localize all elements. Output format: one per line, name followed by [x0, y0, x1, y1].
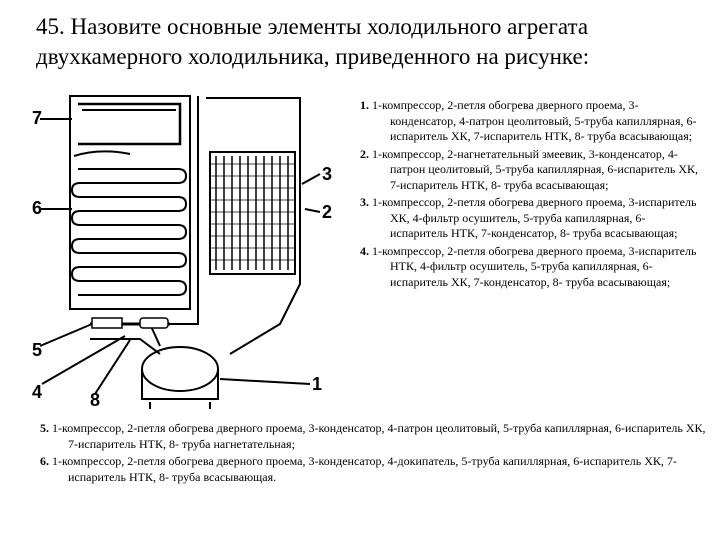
question-title: 45. Назовите основные элементы холодильного агрегата двухкамерного холодильника, приведенного на рисунке: — [36, 14, 590, 69]
answer-options — [360, 98, 700, 292]
diagram-label-4: 4 — [32, 382, 43, 402]
cabinet-outline — [70, 96, 190, 309]
refrigerator-diagram — [30, 84, 350, 414]
diagram-label-2: 2 — [322, 202, 333, 222]
diagram-label-8: 8 — [90, 390, 101, 410]
diagram-label-5: 5 — [32, 340, 43, 360]
answer-option-5[interactable]: 5. 1-компрессор, 2-петля обогрева дверного проема, 3-конденсатор, 4-патрон цеолитовый, 5-труба капиллярная, 6-испаритель ХК, 7-испаритель НТК, 8- труба нагнетательная; — [40, 421, 706, 451]
condenser-frame — [210, 152, 295, 274]
refrigerator-schematic — [30, 84, 350, 414]
answer-option-3[interactable]: 3. 1-компрессор, 2-петля обогрева дверного проема, 3-испаритель ХК, 4-фильтр осушитель, 5-труба капиллярная, 6-испаритель НТК, 7-конденсатор, 8- труба всасывающая; — [360, 195, 697, 240]
diagram-label-7: 7 — [32, 108, 43, 128]
evaporator-coil — [72, 169, 186, 295]
answer-option-6[interactable]: 6. 1-компрессор, 2-петля обогрева дверного проема, 3-конденсатор, 4-докипатель, 5-труба капиллярная, 6-испаритель ХК, 7-испаритель НТК, 8- труба всасывающая. — [40, 454, 677, 484]
diagram-label-1: 1 — [312, 374, 323, 394]
diagram-label-6: 6 — [32, 198, 43, 218]
answer-option-4[interactable]: 4. 1-компрессор, 2-петля обогрева дверного проема, 3-испаритель НТК, 4-фильтр осушитель, 5-труба капиллярная, 6-испаритель ХК, 7-конденсатор, 8- труба всасывающая; — [360, 243, 697, 289]
filter-cartridge — [92, 318, 122, 328]
answer-option-2[interactable]: 2. 1-компрессор, 2-нагнетательный змеевик, 3-конденсатор, 4-патрон цеолитовый, 5-труба капиллярная, 6-испаритель ХК, 7-испаритель НТК, 8- труба всасывающая; — [360, 146, 699, 192]
answer-option-1[interactable]: 1. 1-компрессор, 2-петля обогрева дверного проема, 3-конденсатор, 4-патрон цеолитовый, 5-труба капиллярная, 6-испаритель ХК, 7-испаритель НТК, 8- труба всасывающая; — [360, 98, 697, 143]
compressor-body — [142, 347, 218, 391]
diagram-label-3: 3 — [322, 164, 333, 184]
answer-options-bottom — [40, 420, 710, 486]
condenser-tubes — [216, 156, 288, 270]
